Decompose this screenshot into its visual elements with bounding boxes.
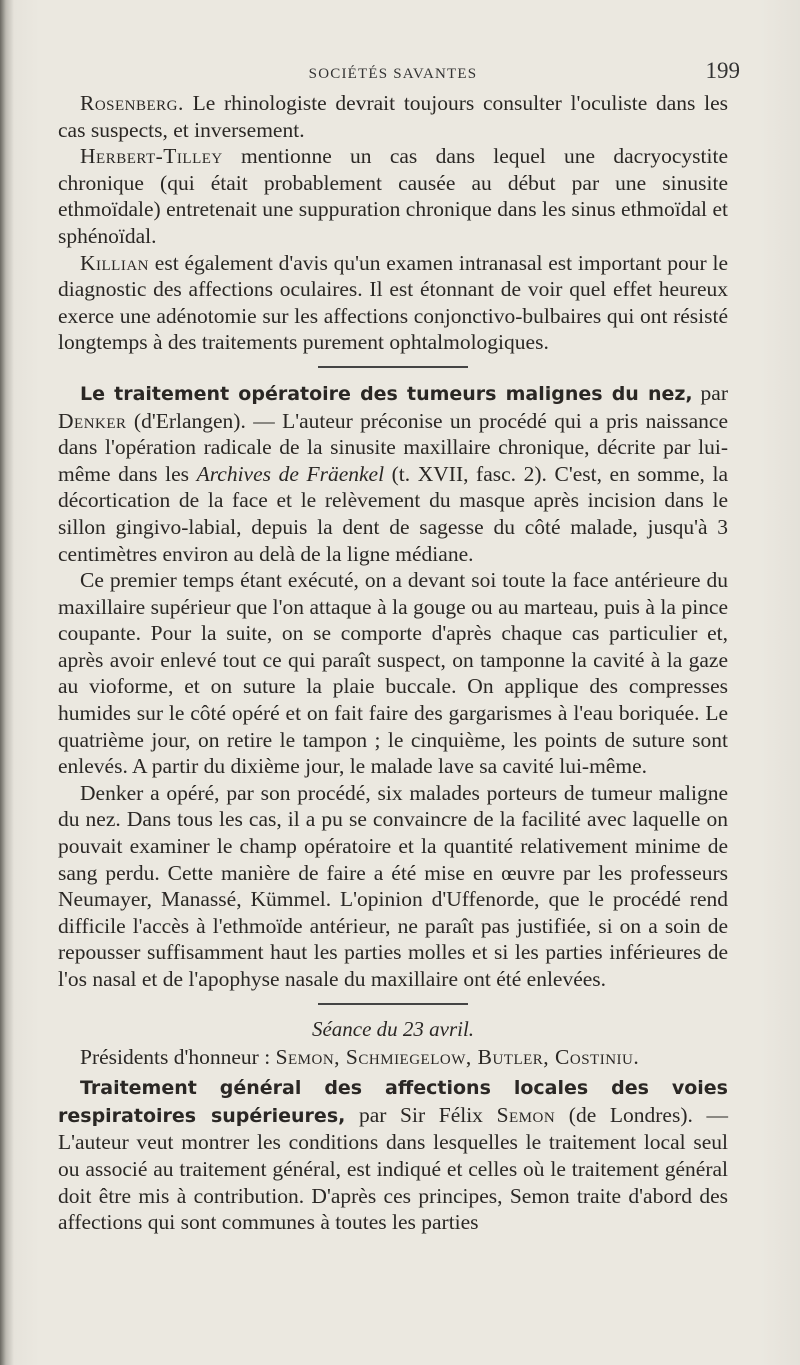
article-denker-intro [58, 380, 728, 567]
page-header [58, 56, 740, 90]
paragraph-rosenberg [58, 90, 728, 143]
article-title: Le traitement opératoire des tumeurs malignes du nez, [80, 382, 693, 405]
article-by: par Sir Félix [345, 1102, 497, 1127]
presidents-names: Semon, Schmiegelow, Butler, Costiniu. [275, 1044, 640, 1069]
author-name: Semon [496, 1102, 556, 1127]
paragraph-text: (d'Erlangen). — L'auteur préconise un procédé qui a pris naissance dans l'opération radicale de la sinusite maxillaire chronique, décrite par lui-même dans les [58, 408, 728, 486]
session-heading: Séance du 23 avril. [311, 1016, 475, 1041]
paragraph-text: (t. XVII, fasc. 2). C'est, en somme, la décortication de la face et le relèvement du masque après incision dans le sillon gingivo-labial, depuis la dent de sagesse du côté malade, jusqu'à 3 centimètres environ au delà de la ligne médiane. [58, 461, 728, 566]
journal-title: Archives de Fräenkel [196, 461, 385, 486]
article-denker-para2: Ce premier temps étant exécuté, on a devant soi toute la face antérieure du maxillaire supérieur que l'on attaque à la gouge ou au marteau, puis à la pince coupante. Pour la suite, on se comporte d'après chaque cas particulier et, après avoir enlevé tout ce qui paraît suspect, on tamponne la cavité à la gaze au vioforme, et on suture la plaie buccale. On applique des compresses humides sur le côté opéré et on fait faire des gargarismes à l'eau boriquée. Le quatrième jour, on retire le tampon ; le cinquième, les points de suture sont enlevés. A partir du dixième jour, le malade lave sa cavité lui-même. [58, 568, 728, 779]
author-name: Rosenberg. [80, 91, 184, 115]
article-by: par [692, 380, 728, 405]
paragraph-text: est également d'avis qu'un examen intranasal est important pour le diagnostic des affections oculaires. Il est étonnant de voir quel effet heureux exerce une adénotomie sur les affections conjonctivo-bulbaires qui ont résisté longtemps à des traitements purement ophtalmologiques. [58, 250, 728, 355]
author-name: Killian [80, 250, 150, 275]
section-divider [318, 1003, 468, 1005]
paragraph-herbert-tilley [58, 143, 728, 249]
author-name: Herbert-Tilley [80, 144, 223, 169]
section-divider [318, 366, 468, 368]
page-number: 199 [705, 58, 740, 83]
paragraph-text: Le rhinologiste devrait toujours consulter l'oculiste dans les cas suspects, et inversement. [58, 91, 728, 142]
running-title: SOCIÉTÉS SAVANTES [308, 66, 478, 82]
paragraph-text: (de Londres). — L'auteur veut montrer les conditions dans lesquelles le traitement local seul ou associé au traitement général, est indiqué et celles où le traitement général doit être mis à contribution. D'après ces principes, Semon traite d'abord des affections qui sont communes à toutes les parties [58, 1102, 728, 1235]
presidents-line [58, 1044, 728, 1071]
article-denker-para3: Denker a opéré, par son procédé, six malades porteurs de tumeur maligne du nez. Dans tous les cas, il a pu se convaincre de la facilité avec laquelle on pouvait examiner le champ opératoire et la quantité relativement minime de sang perdu. Cette manière de faire a été mise en œuvre par les professeurs Neumayer, Manassé, Kümmel. L'opinion d'Uffenorde, que le procédé rend difficile l'accès à l'ethmoïde antérieur, ne paraît pas justifiée, si on a soin de repousser suffisamment haut les parties molles et si les parties inférieures de l'os nasal et de l'apophyse nasale du maxillaire ont été enlevées. [58, 780, 728, 991]
author-name: Denker [58, 408, 127, 433]
paragraph-text: mentionne un cas dans lequel une dacryocystite chronique (qui était probablement causée au début par une sinusite ethmoïdale) entretenait une suppuration chronique dans les sinus ethmoïdal et sphénoïdal. [58, 144, 728, 248]
article-title: Traitement général des affections locales des voies respiratoires supérieures, [58, 1077, 728, 1127]
article-semon [58, 1074, 728, 1236]
paragraph-killian [58, 250, 728, 356]
presidents-label: Présidents d'honneur : [80, 1044, 276, 1069]
page-content [58, 56, 740, 1236]
